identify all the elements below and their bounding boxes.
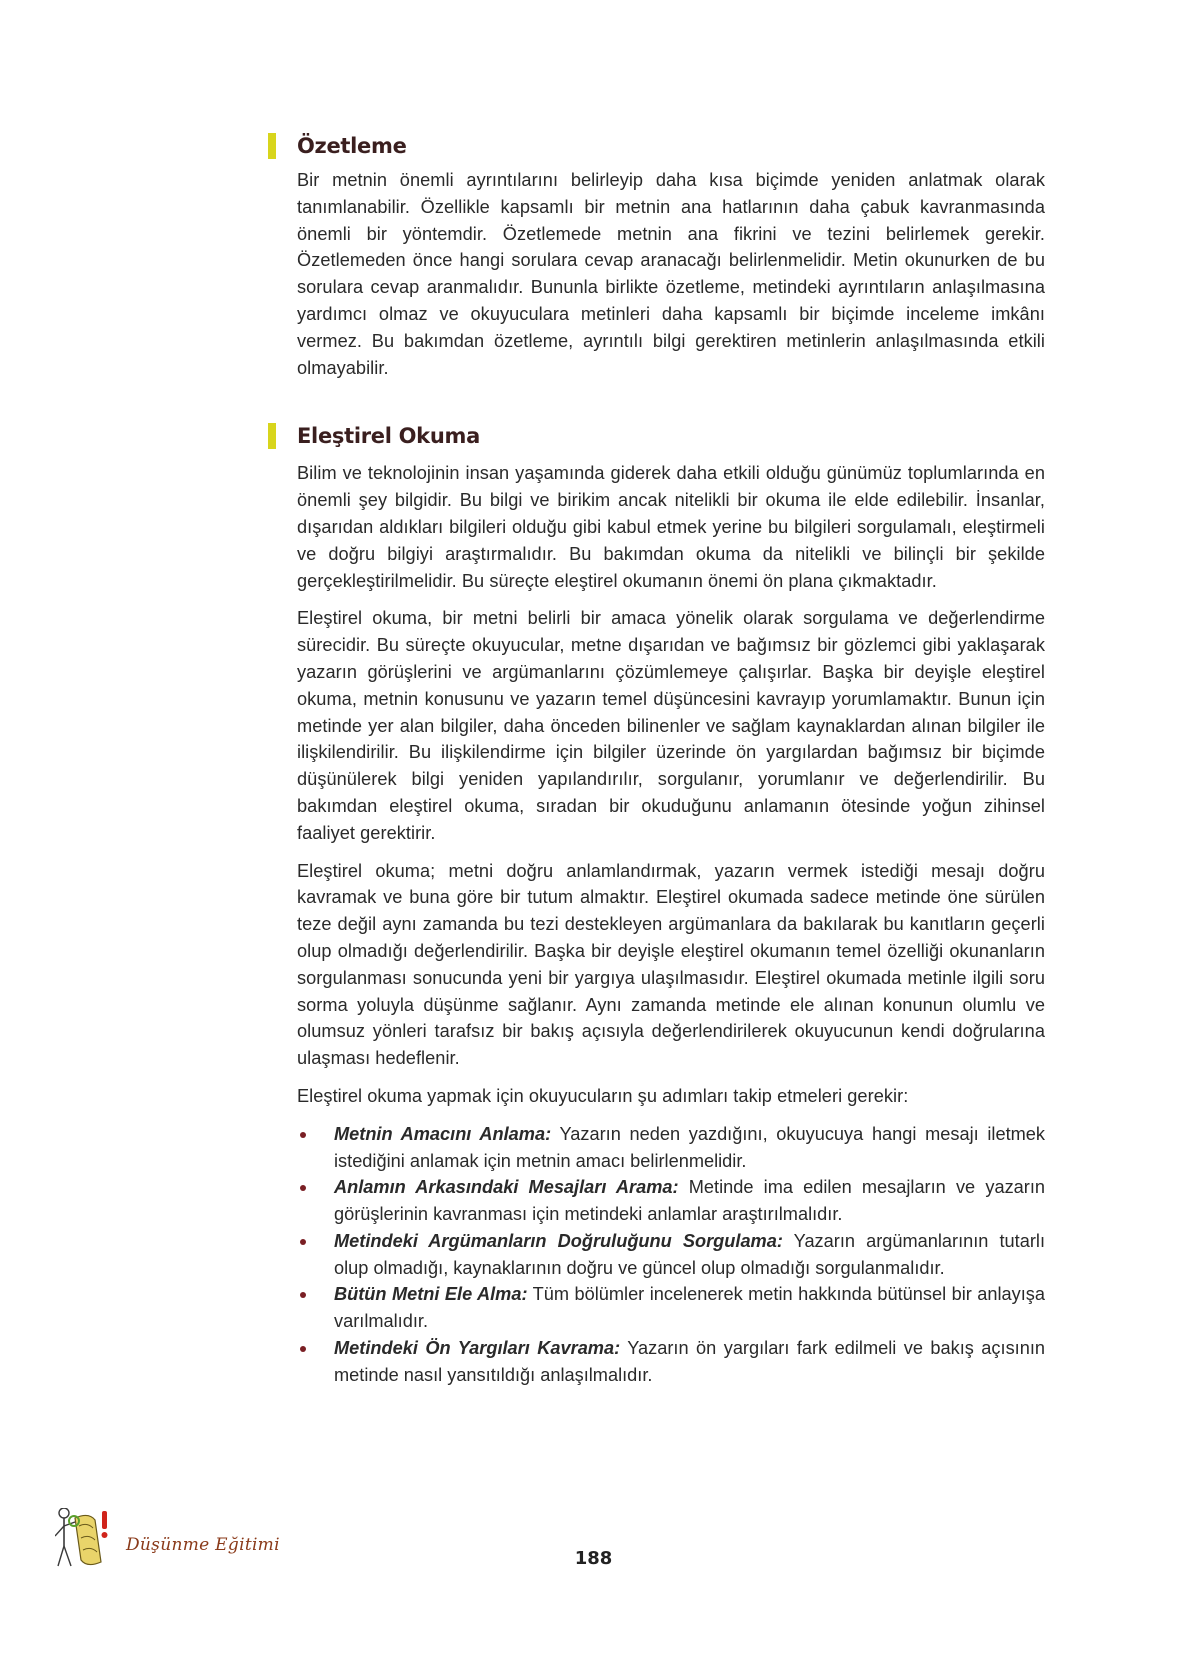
paragraph: Bilim ve teknolojinin insan yaşamında giderek daha etkili olduğu günümüz toplumlarında en önemli şey bilgidir. Bu bilgi ve birikim ancak nitelikli bir okuma ile elde edilebilir. İnsanlar, dışarıdan aldıkları bilgileri olduğu gibi kabul etmek yerine bu bilgileri sorgulamalı, eleştirmeli ve doğru bilgiyi araştırmalıdır. Bu bakımdan okuma da nitelikli ve bilinçli bir şekilde gerçekleştirilmelidir. Bu süreçte eleştirel okumanın önemi ön plana çıkmaktadır. [297, 463, 1045, 591]
bullet-icon [300, 1185, 306, 1191]
step-term: Metindeki Argümanların Doğruluğunu Sorgulama: [334, 1230, 783, 1251]
paragraph: Eleştirel okuma, bir metni belirli bir amaca yönelik olarak sorgulama ve değerlendirme sürecidir. Bu süreçte okuyucular, metne dışarıdan ve bağımsız bir gözlemci gibi yaklaşarak yazarın görüşlerini ve argümanlarını çözümlemeye çalışırlar. Başka bir deyişle eleştirel okuma, metnin konusunu ve yazarın temel düşüncesini kavrayıp yorumlamaktır. Bunun için metinde yer alan bilgiler, daha önceden bilinenler ve sağlam kaynaklardan alınan bilgiler ile ilişkilendirilir. Bu ilişkilendirme için bilgiler üzerinde ön yargılardan bağımsız bir biçimde düşünülerek bilgi yeniden yapılandırılır, sorgulanır, yorumlanır ve değerlendirilir. Bu bakımdan eleştirel okuma, sıradan bir okuduğunu anlamanın ötesinde yoğun zihinsel faaliyet gerektirir. [297, 608, 1045, 843]
section-summary [297, 131, 1045, 381]
list-item [297, 1228, 1045, 1282]
step-text: Tüm bölümler incelenerek metin hakkında bütünsel bir anlayışa varılmalıdır. [334, 1284, 1045, 1332]
section-heading [297, 131, 1045, 161]
step-term: Anlamın Arkasındaki Mesajları Arama: [334, 1177, 679, 1198]
section-title: Eleştirel Okuma [297, 424, 480, 449]
section-title: Özetleme [297, 134, 407, 158]
heading-accent-bar [268, 423, 276, 449]
list-item [297, 1335, 1045, 1389]
list-item [297, 1121, 1045, 1175]
page-number: 188 [574, 1548, 613, 1569]
step-text: Yazarın neden yazdığını, okuyucuya hangi mesajı iletmek istediğini anlamak için metnin amacı belirlenmelidir. [334, 1123, 1045, 1171]
heading-accent-bar [268, 133, 276, 159]
steps-list [297, 1121, 1045, 1389]
bullet-icon [300, 1292, 306, 1298]
step-text: Metinde ima edilen mesajların ve yazarın görüşlerinin kavranması için metindeki anlamlar araştırılmalıdır. [334, 1177, 1046, 1225]
bullet-icon [300, 1239, 306, 1245]
paragraph: Eleştirel okuma yapmak için okuyucuların şu adımları takip etmeleri gerekir: [297, 1085, 909, 1106]
paragraph: Bir metnin önemli ayrıntılarını belirleyip daha kısa biçimde yeniden anlatmak olarak tanımlanabilir. Özellikle kapsamlı bir metnin ana hatlarının daha çabuk kavranmasında önemli bir yöntemdir. Özetlemede metnin ana fikrini ve tezini belirlemek gerekir. Özetlemeden önce hangi sorulara cevap aranacağı belirlenmelidir. Metin okunurken de bu sorulara cevap aranmalıdır. Bununla birlikte özetleme, metindeki ayrıntıların anlaşılmasına yardımcı olmaz ve okuyuculara metinleri daha kapsamlı bir biçimde inceleme imkânı vermez. Bu bakımdan özetleme, ayrıntılı bilgi gerektiren metinlerin anlaşılmasında etkili olmayabilir. [297, 170, 1045, 378]
main-content [297, 131, 1045, 1389]
list-item [297, 1174, 1045, 1228]
section-critical-reading [297, 421, 1045, 1388]
bullet-icon [300, 1132, 306, 1138]
step-term: Metindeki Ön Yargıları Kavrama: [334, 1338, 621, 1359]
step-term: Bütün Metni Ele Alma: [334, 1284, 528, 1305]
paragraph: Eleştirel okuma; metni doğru anlamlandırmak, yazarın vermek istediği mesajı doğru kavramak ve buna göre bir tutum almaktır. Eleştirel okumada sadece metinde öne sürülen teze değil aynı zamanda bu tezi destekleyen argümanlara da bakılarak bu kanıtların geçerli olup olmadığı değerlendirilir. Başka bir deyişle eleştirel okumanın temel özelliği okunanların sorgulanması sonucunda yeni bir yargıya ulaşılmasıdır. Eleştirel okumada metinle ilgili soru sorma yoluyla düşünme sağlanır. Aynı zamanda metinde ele alınan konunun olumlu ve olumsuz yönleri tarafsız bir bakış açısıyla değerlendirilerek okuyucunun kendi doğrularına ulaşması hedeflenir. [297, 860, 1045, 1069]
step-text: Yazarın argümanlarının tutarlı olup olmadığı, kaynaklarının doğru ve güncel olup olmadığı sorgulanmalıdır. [334, 1230, 1045, 1278]
list-item [297, 1281, 1045, 1335]
step-text: Yazarın ön yargıları fark edilmeli ve bakış açısının metinde nasıl yansıtıldığı anlaşılmalıdır. [334, 1338, 1045, 1385]
book-title: Düşünme Eğitimi [126, 1535, 280, 1555]
bullet-icon [300, 1346, 306, 1352]
step-term: Metnin Amacını Anlama: [334, 1123, 552, 1144]
section-heading [297, 421, 1045, 451]
